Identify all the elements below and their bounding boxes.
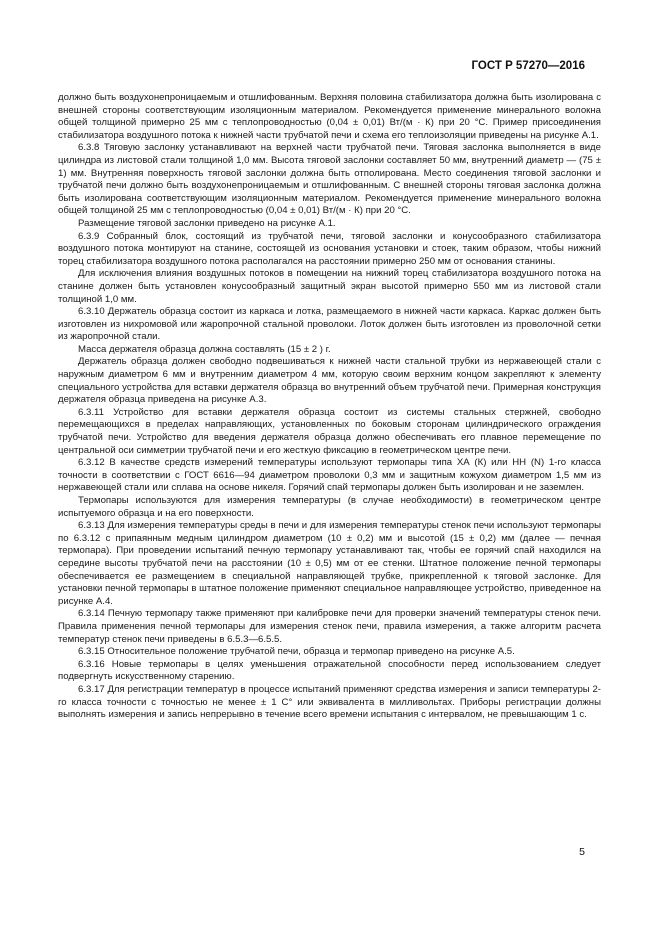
paragraph-thermocouple-use: Термопары используются для измерения температуры (в случае необходимости) в геометрическом центре испытуемого образца и на его поверхности. — [58, 495, 601, 519]
standard-header: ГОСТ Р 57270—2016 — [471, 60, 585, 72]
paragraph-6-3-13: 6.3.13 Для измерения температуры среды в печи и для измерения температуры стенок печи используют термопары по 6.3.12 с припаянным медным цилиндром диаметром (10 ± 0,2) мм и высотой (15 ± 0,2) мм (далее — печная термопара). При проведении испытаний печную термопару устанавливают так, чтобы ее горячий спай находился на середине высоты трубчатой печи на расстоянии (10 ± 0,5) мм от ее стенки. Штатное положение печной термопары обеспечивается ее размещением в специальной направляющей трубке, прикрепленной к тяговой заслонке. Для установки печной термопары в штатное положение применяют специальное направляющее устройство, приведенное на рисунке А.4. — [58, 520, 601, 607]
paragraph-holder-suspension: Держатель образца должен свободно подвешиваться к нижней части стальной трубки из нержавеющей стали с наружным диаметром 6 мм и внутренним диаметром 4 мм, которую своим верхним концом закрепляют к элементу специального устройства для вставки держателя образца во внутренний объем трубчатой печи. Примерная конструкция держателя образца приведена на рисунке А.3. — [58, 356, 601, 406]
paragraph-continuation: должно быть воздухонепроницаемым и отшлифованным. Верхняя половина стабилизатора должна быть изолирована с внешней стороны соответствующим изоляционным материалом. Рекомендуется применение минерального волокна общей толщиной примерно 25 мм с теплопроводностью (0,04 ± 0,01) Вт/(м · К) при 20 °С. Пример присоединения стабилизатора воздушного потока к нижней части трубчатой печи и схема его теплоизоляции приведены на рисунке А.1. — [58, 92, 601, 141]
paragraph-6-3-11: 6.3.11 Устройство для вставки держателя образца состоит из системы стальных стержней, свободно перемещающихся в пределах направляющих, установленных по боковым сторонам цилиндрического ограждения трубчатой печи. Устройство для введения держателя образца должно обеспечивать его плавное перемещение по центральной оси симметрии трубчатой печи и его жесткую фиксацию в геометрическом центре печи. — [58, 406, 601, 456]
paragraph-holder-mass: Масса держателя образца должна составлять (15 ± 2 ) г. — [78, 343, 331, 355]
paragraph-draft-damper-placement: Размещение тяговой заслонки приведено на рисунке А.1. — [78, 217, 336, 229]
paragraph-6-3-17: 6.3.17 Для регистрации температур в процессе испытаний применяют средства измерения и записи температуры 2-го класса точности с точностью не менее ± 1 С° или эквивалента в милливольтах. Приборы регистрации должны выполнять измерения и запись непрерывно в течение всего времени испытания с интервалом, не превышающим 1 с. — [58, 683, 601, 721]
document-body — [58, 92, 601, 722]
paragraph-protective-screen: Для исключения влияния воздушных потоков в помещении на нижний торец стабилизатора воздушного потока на станине должен быть установлен конусообразный защитный экран высотой примерно 550 мм из листовой стали толщиной 1,0 мм. — [58, 268, 601, 305]
paragraph-6-3-8: 6.3.8 Тяговую заслонку устанавливают на верхней части трубчатой печи. Тяговая заслонка выполняется в виде цилиндра из листовой стали толщиной 1,0 мм. Высота тяговой заслонки составляет 50 мм, внутренний диаметр — (75 ± 1) мм. Внутренняя поверхность тяговой заслонки должна быть отполирована. Место соединения тяговой заслонки и трубчатой печи должно быть воздухонепроницаемым и отшлифованным. С внешней стороны тяговая заслонка должна быть изолирована соответствующим изоляционным материалом. Рекомендуется применение минерального волокна общей толщиной 25 мм с теплопроводностью (0,04 ± 0,01) Вт/(м · К) при 20 °С. — [58, 142, 601, 217]
paragraph-6-3-15: 6.3.15 Относительное положение трубчатой печи, образца и термопар приведено на рисунке А.5. — [78, 646, 515, 658]
page-number: 5 — [579, 846, 585, 858]
paragraph-6-3-12: 6.3.12 В качестве средств измерений температуры используют термопары типа ХА (К) или НН (N) 1-го класса точности в соответствии с ГОСТ 6616—94 диаметром проволоки 0,3 мм и защитным кожухом диаметром 1,5 мм из нержавеющей стали или сплава на основе никеля. Горячий спай термопары должен быть изолирован и не заземлен. — [58, 457, 601, 494]
paragraph-6-3-16: 6.3.16 Новые термопары в целях уменьшения отражательной способности перед использованием следует подвергнуть искусственному старению. — [58, 658, 601, 683]
paragraph-6-3-10: 6.3.10 Держатель образца состоит из каркаса и лотка, размещаемого в нижней части каркаса. Каркас должен быть изготовлен из нихромовой или жаропрочной стальной проволоки. Лоток должен быть изготовлен из проволочной сетки из жаропрочной стали. — [58, 306, 601, 343]
paragraph-6-3-14: 6.3.14 Печную термопару также применяют при калибровке печи для проверки значений температуры стенок печи. Правила применения печной термопары для измерения стенок печи, правила измерения, а также алгоритм расчета температур стенок печи приведены в 6.5.3—6.5.5. — [58, 608, 601, 645]
paragraph-6-3-9: 6.3.9 Собранный блок, состоящий из трубчатой печи, тяговой заслонки и конусообразного стабилизатора воздушного потока монтируют на станине, состоящей из основания установки и стоек, таким образом, чтобы нижний торец стабилизатора воздушного потока располагался на расстоянии примерно 250 мм от основания станины. — [58, 230, 601, 267]
